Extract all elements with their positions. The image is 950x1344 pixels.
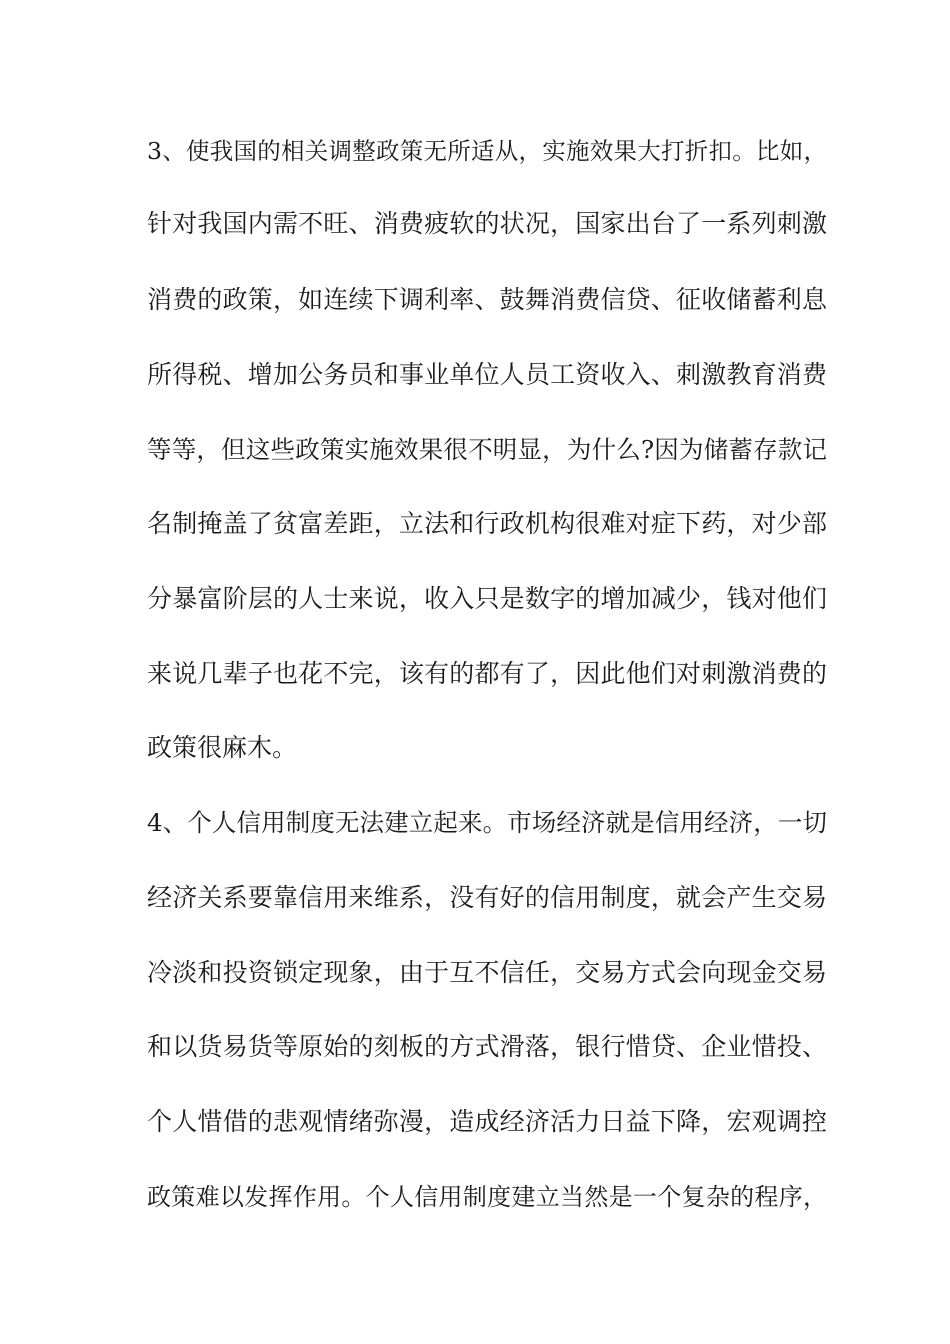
- text-line: 和以货易货等原始的刻板的方式滑落，银行惜贷、企业惜投、: [147, 1032, 827, 1061]
- text-line: 分暴富阶层的人士来说，收入只是数字的增加减少，钱对他们: [147, 584, 827, 613]
- text-line: 个人惜借的悲观情绪弥漫，造成经济活力日益下降，宏观调控: [147, 1107, 827, 1136]
- text-line: 消费的政策，如连续下调利率、鼓舞消费信贷、征收储蓄利息: [147, 285, 827, 314]
- text-line: 政策很麻木。: [147, 733, 298, 762]
- text-line: 4、个人信用制度无法建立起来。市场经济就是信用经济，一切: [147, 808, 827, 837]
- text-line: 针对我国内需不旺、消费疲软的状况，国家出台了一系列刺激: [147, 209, 827, 238]
- text-line: 来说几辈子也花不完，该有的都有了，因此他们对刺激消费的: [147, 659, 827, 688]
- text-line: 冷淡和投资锁定现象，由于互不信任，交易方式会向现金交易: [147, 958, 827, 987]
- text-line: 政策难以发挥作用。个人信用制度建立当然是一个复杂的程序，: [147, 1183, 827, 1211]
- text-line: 所得税、增加公务员和事业单位人员工资收入、刺激教育消费: [147, 360, 827, 389]
- text-line: 等等，但这些政策实施效果很不明显，为什么?因为储蓄存款记: [147, 435, 827, 464]
- text-line: 3、使我国的相关调整政策无所适从，实施效果大打折扣。比如，: [147, 137, 827, 165]
- text-line: 经济关系要靠信用来维系，没有好的信用制度，就会产生交易: [147, 883, 827, 912]
- text-line: 名制掩盖了贫富差距，立法和行政机构很难对症下药，对少部: [147, 509, 827, 538]
